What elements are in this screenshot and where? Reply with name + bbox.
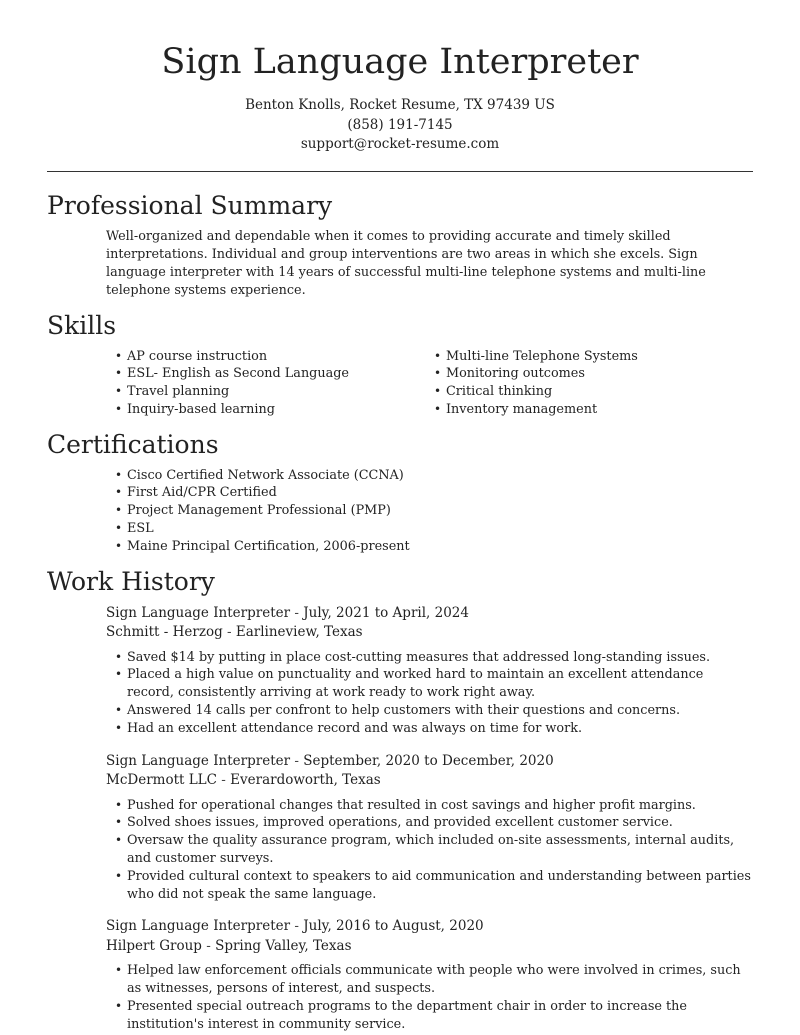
job-entry (106, 752, 753, 904)
skill-item: • Inventory management (425, 401, 744, 419)
certifications-list (106, 467, 800, 556)
job-bullet: • Helped law enforcement officials communicate with people who were involved in crimes, such as witnesses, persons of interest, and suspects. (106, 962, 753, 998)
certifications-section (0, 429, 800, 556)
job-bullet: • Provided cultural context to speakers to aid communication and understanding between parties who did not speak the same language. (106, 868, 753, 904)
separator: - (290, 918, 304, 935)
summary-section (0, 190, 800, 300)
resume-header (0, 0, 800, 155)
certifications-heading: Certifications (47, 429, 219, 459)
job-dates: September, 2020 to December, 2020 (303, 752, 554, 769)
job-bullet: • Had an excellent attendance record and was always on time for work. (106, 720, 753, 738)
summary-text: Well-organized and dependable when it comes to providing accurate and timely skilled interpretations. Individual and group interventions are two areas in which she excels. Sign language interpreter with 14 years of successful multi-line telephone systems and multi-line telephone systems experience. (106, 228, 706, 298)
skills-left-list (106, 348, 425, 419)
job-entry (106, 917, 753, 1033)
job-bullet: • Oversaw the quality assurance program, which included on-site assessments, internal audits, and customer surveys. (106, 832, 753, 868)
job-role: Sign Language Interpreter (106, 918, 291, 935)
certification-item: • Maine Principal Certification, 2006-present (106, 538, 800, 556)
skill-item: • Inquiry-based learning (106, 401, 425, 419)
job-role: Sign Language Interpreter (106, 752, 291, 769)
separator: - (216, 772, 231, 789)
job-company: Schmitt - Herzog (106, 624, 223, 641)
skills-right-list (425, 348, 744, 419)
job-company-line (106, 623, 753, 643)
skill-item: • Monitoring outcomes (425, 365, 744, 383)
address-text: Benton Knolls, Rocket Resume, TX 97439 US (245, 97, 555, 113)
header-divider (47, 171, 753, 172)
certification-item: • ESL (106, 520, 800, 538)
certification-item: • First Aid/CPR Certified (106, 484, 800, 502)
job-entry (106, 604, 753, 738)
job-location: Earlineview, Texas (235, 624, 363, 641)
skill-item: • Critical thinking (425, 383, 744, 401)
job-company: McDermott LLC (106, 772, 217, 789)
skills-heading: Skills (47, 310, 117, 340)
skills-section (0, 310, 800, 419)
job-company-line (106, 937, 753, 957)
separator: - (222, 624, 236, 641)
work-history-section (0, 566, 800, 1034)
separator: - (290, 752, 304, 769)
separator: - (201, 937, 216, 954)
job-title-line (106, 917, 753, 937)
email-text: support@rocket-resume.com (300, 136, 500, 152)
job-bullets (106, 797, 753, 904)
job-company: Hilpert Group (106, 937, 202, 954)
job-title-line (106, 604, 753, 624)
job-location: Everardoworth, Texas (230, 772, 381, 789)
job-role: Sign Language Interpreter (106, 604, 291, 621)
certification-item: • Cisco Certified Network Associate (CCNA) (106, 467, 800, 485)
skills-columns (106, 348, 800, 419)
page-title: Sign Language Interpreter (161, 42, 639, 82)
job-dates: July, 2021 to April, 2024 (303, 604, 469, 621)
job-bullets (106, 962, 753, 1033)
skill-item: • ESL- English as Second Language (106, 365, 425, 383)
job-company-line (106, 771, 753, 791)
skill-item: • Travel planning (106, 383, 425, 401)
contact-info (0, 96, 800, 155)
summary-heading: Professional Summary (47, 190, 333, 220)
job-bullet: • Answered 14 calls per confront to help customers with their questions and concerns. (106, 702, 753, 720)
job-title-line (106, 752, 753, 772)
job-bullet: • Saved $14 by putting in place cost-cutting measures that addressed long-standing issues. (106, 649, 753, 667)
job-bullet: • Pushed for operational changes that resulted in cost savings and higher profit margins. (106, 797, 753, 815)
job-bullet: • Solved shoes issues, improved operations, and provided excellent customer service. (106, 814, 753, 832)
job-bullet: • Presented special outreach programs to the department chair in order to increase the institution's interest in community service. (106, 998, 753, 1034)
skill-item: • Multi-line Telephone Systems (425, 348, 744, 366)
job-bullets (106, 649, 753, 738)
skill-item: • AP course instruction (106, 348, 425, 366)
job-location: Spring Valley, Texas (215, 937, 352, 954)
work-history-heading: Work History (47, 566, 215, 596)
job-dates: July, 2016 to August, 2020 (303, 918, 484, 935)
job-bullet: • Placed a high value on punctuality and worked hard to maintain an excellent attendance record, consistently arriving at work ready to work right away. (106, 666, 753, 702)
certification-item: • Project Management Professional (PMP) (106, 502, 800, 520)
phone-text: (858) 191-7145 (347, 116, 453, 133)
separator: - (290, 604, 304, 621)
